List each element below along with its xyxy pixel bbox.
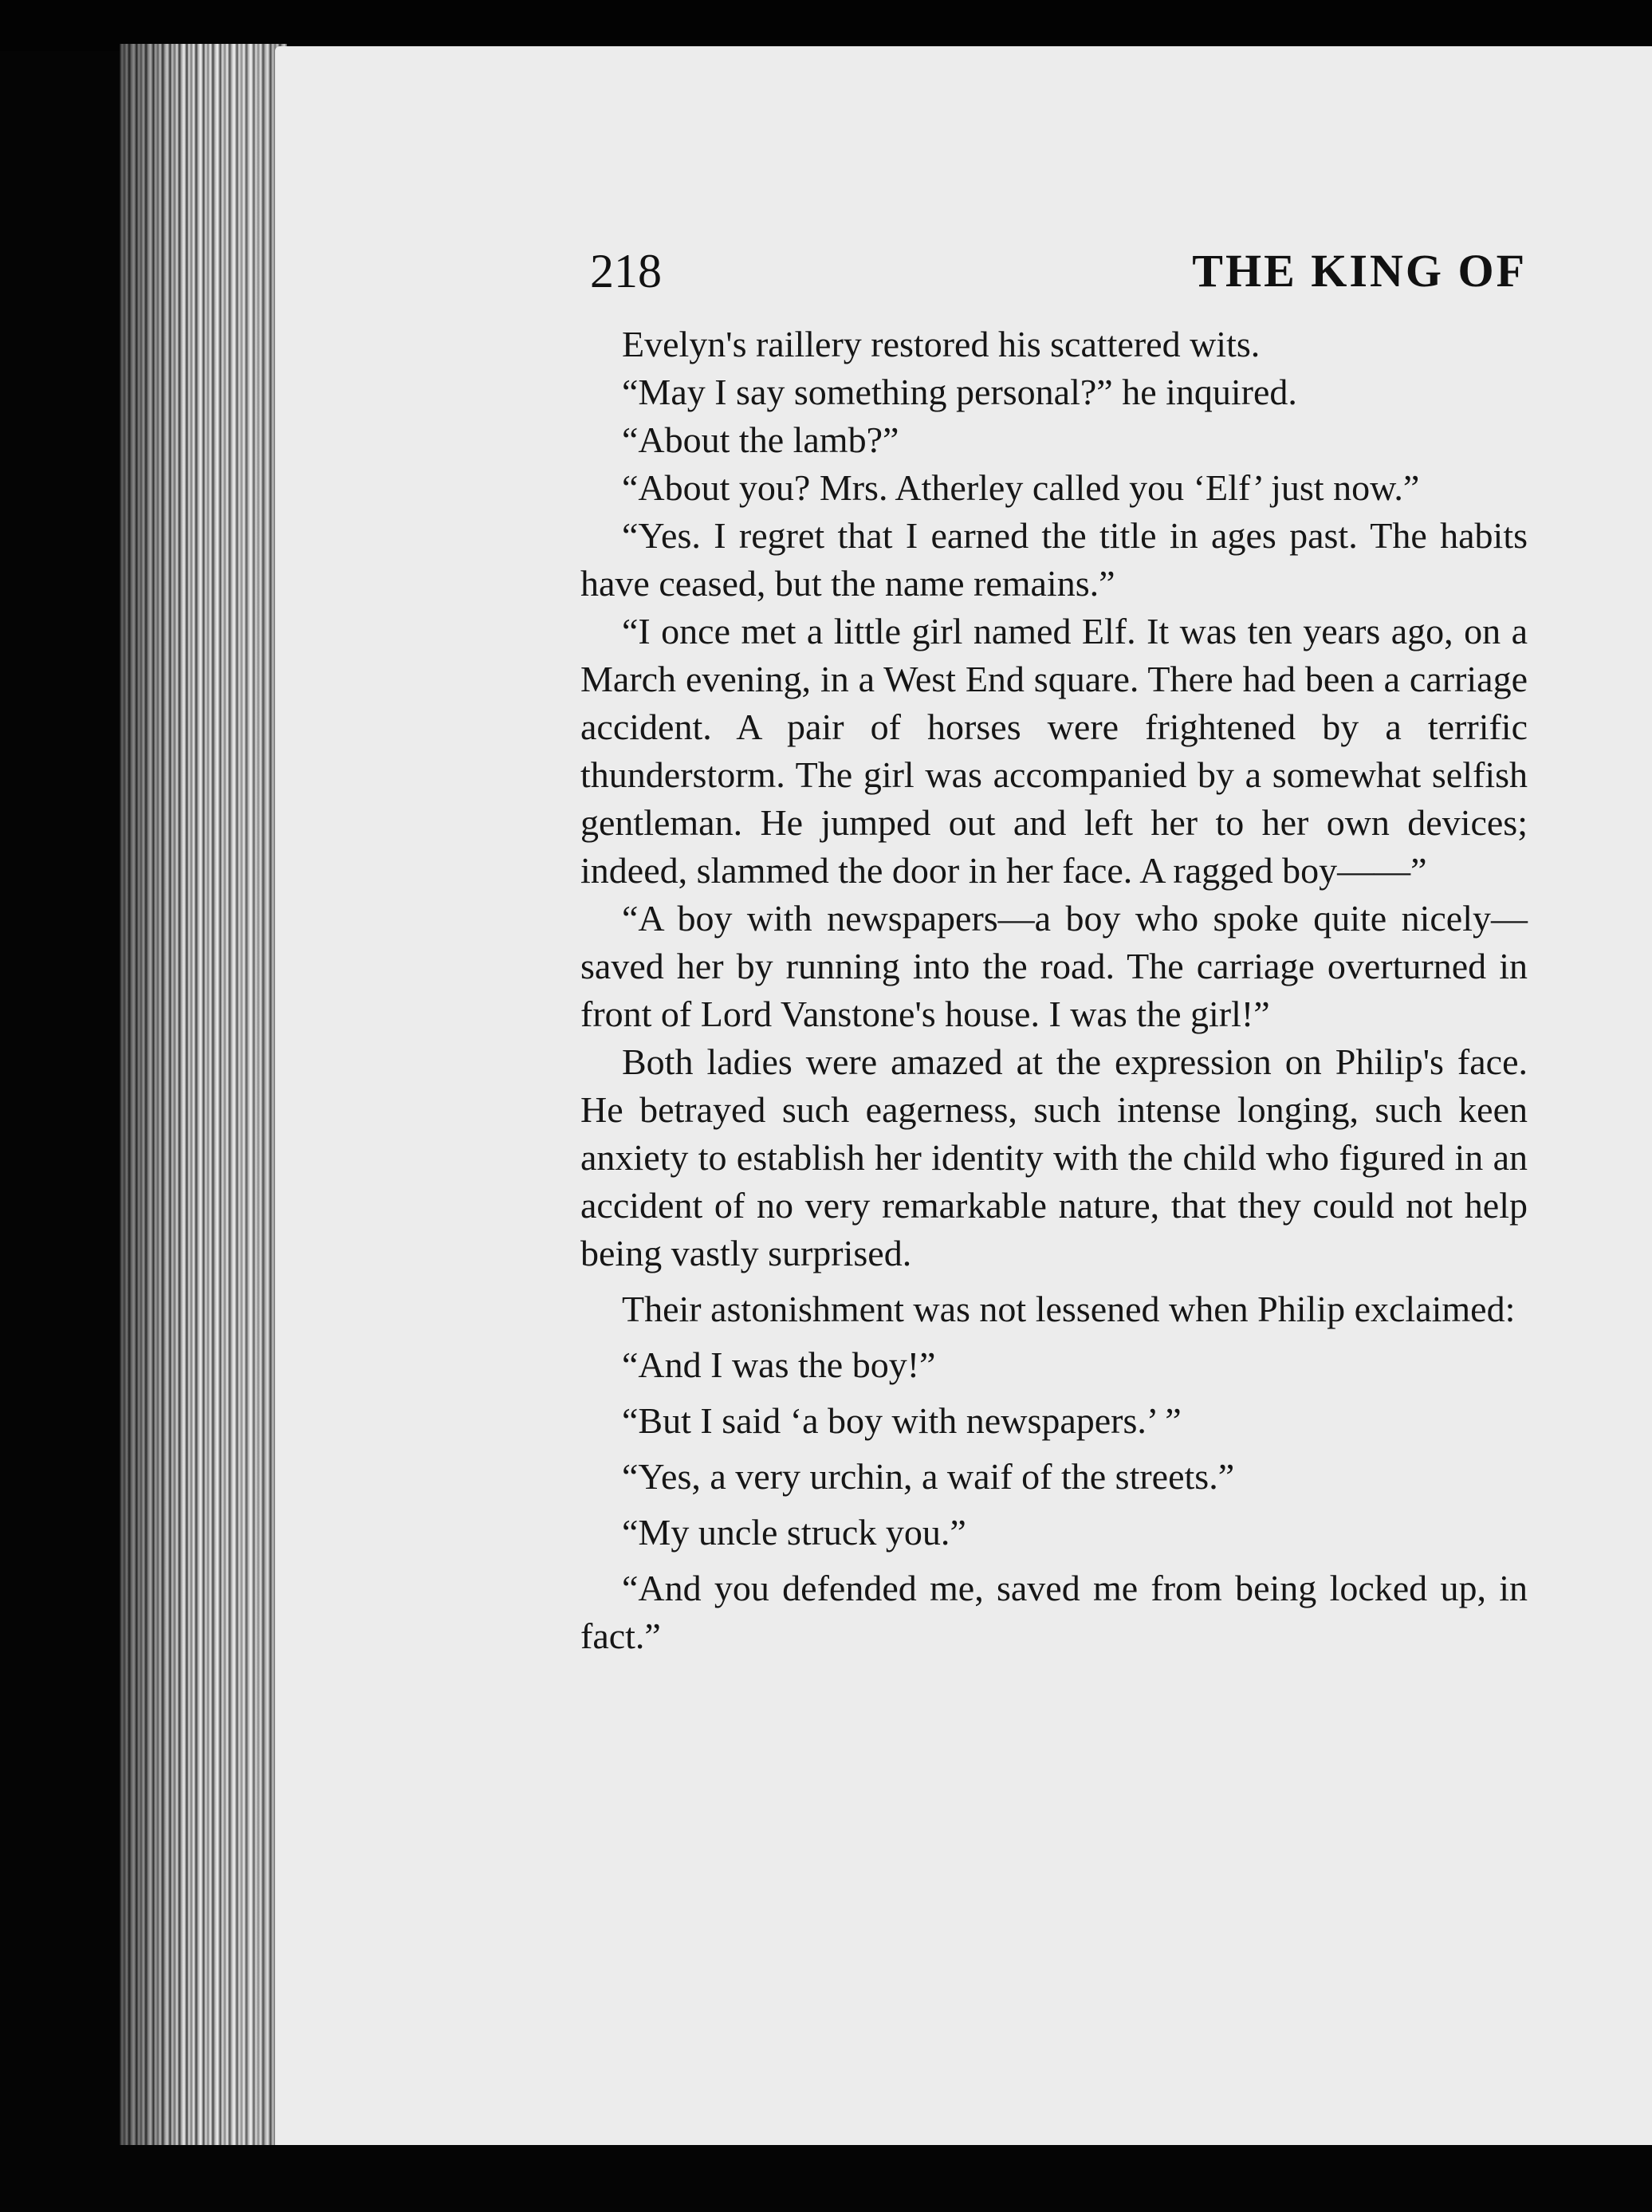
paragraph: “About you? Mrs. Atherley called you ‘Elf’ just now.” — [622, 467, 1420, 508]
paragraph: “And you defended me, saved me from being locked up, in fact.” — [580, 1568, 1528, 1656]
page-edge-shading — [120, 44, 287, 2145]
paragraph: “A boy with newspapers—a boy who spoke quite nicely—saved her by running into the road. The carriage overturned in front of Lord Vanstone's house. I was the girl!” — [580, 898, 1528, 1034]
page-number: 218 — [590, 245, 662, 297]
paragraph: Evelyn's raillery restored his scattered wits. — [622, 324, 1261, 364]
paragraph: “My uncle struck you.” — [622, 1512, 966, 1553]
paragraph: “I once met a little girl named Elf. It was ten years ago, on a March evening, in a West End square. There had been a carriage accident. A pair of horses were frightened by a terrific thunderstorm. The girl was accompanied by a somewhat selfish gentleman. He jumped out and left her to her own devices; indeed, slammed the door in her face. A ragged boy——” — [580, 611, 1528, 891]
paragraph: Their astonishment was not lessened when Philip exclaimed: — [622, 1289, 1516, 1329]
paragraph: Both ladies were amazed at the expression on Philip's face. He betrayed such eagerness, such intense longing, such keen anxiety to establish her identity with the child who figured in an accident of no very remarkable nature, that they could not help being vastly surprised. — [580, 1041, 1528, 1273]
paragraph: “May I say something personal?” he inquired. — [622, 372, 1297, 412]
page-header — [590, 239, 1527, 303]
paragraph: “Yes, a very urchin, a waif of the streets.” — [622, 1456, 1235, 1497]
body-text — [580, 321, 1528, 1660]
paragraph: “About the lamb?” — [622, 419, 899, 460]
paragraph: “Yes. I regret that I earned the title in ages past. The habits have ceased, but the name remains.” — [580, 515, 1528, 604]
scan-bottom-border — [0, 2145, 1652, 2212]
paragraph: “But I said ‘a boy with newspapers.’ ” — [622, 1400, 1182, 1441]
running-head: THE KING OF — [1192, 245, 1527, 297]
paragraph: “And I was the boy!” — [622, 1344, 936, 1385]
